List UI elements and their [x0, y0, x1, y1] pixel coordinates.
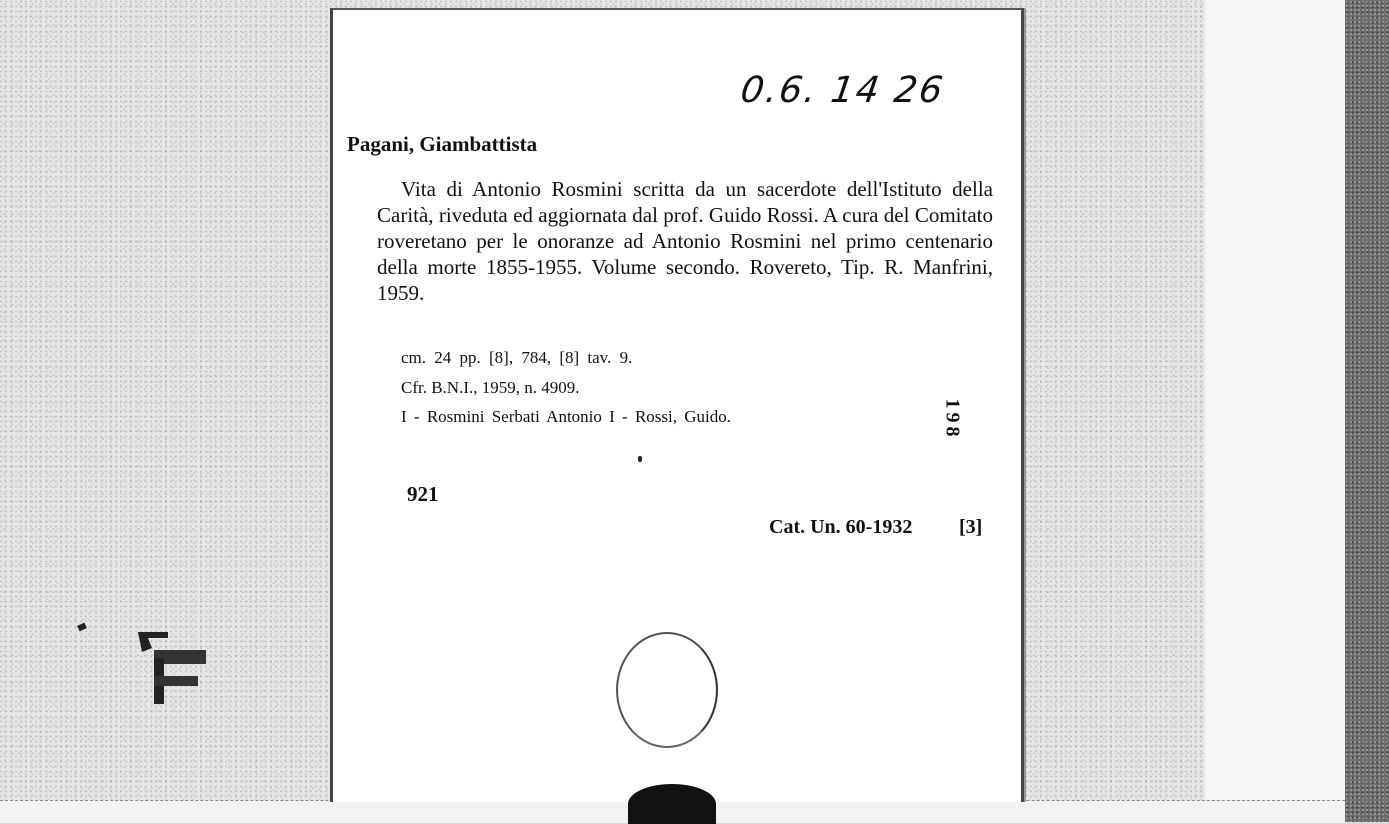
union-catalog-count: [3]: [959, 516, 983, 538]
bibliographic-reference: Cfr. B.N.I., 1959, n. 4909.: [401, 378, 580, 397]
subject-tracings: I - Rosmini Serbati Antonio I - Rossi, Guido.: [401, 407, 731, 426]
card-rod-shadow: [628, 784, 716, 824]
union-catalog-number: Cat. Un. 60-1932: [769, 516, 913, 538]
corner-bracket-mark: [132, 628, 212, 708]
author-heading: Pagani, Giambattista: [347, 132, 538, 156]
scan-margin-strip: [1205, 0, 1345, 822]
classification-number: 921: [407, 482, 439, 506]
rotated-side-number: 198: [941, 398, 964, 441]
title-description: Vita di Antonio Rosmini scritta da un sacerdote dell'Istituto della Carità, riveduta ed aggiornata dal prof. Guido Rossi. A cura del Comitato roveretano per le onoranze ad Antonio Rosmini nel primo centenario della morte 1855-1955. Volume secondo. Rovereto, Tip. R. Manfrini, 1959.: [377, 177, 993, 305]
handwritten-shelfmark: 0.6. 14 26: [738, 70, 948, 111]
ink-dot: [638, 456, 642, 462]
scan-dark-border: [1345, 0, 1389, 822]
collation-line: cm. 24 pp. [8], 784, [8] tav. 9.: [401, 348, 633, 367]
catalog-card: [330, 8, 1024, 802]
card-punch-hole: [616, 632, 718, 748]
